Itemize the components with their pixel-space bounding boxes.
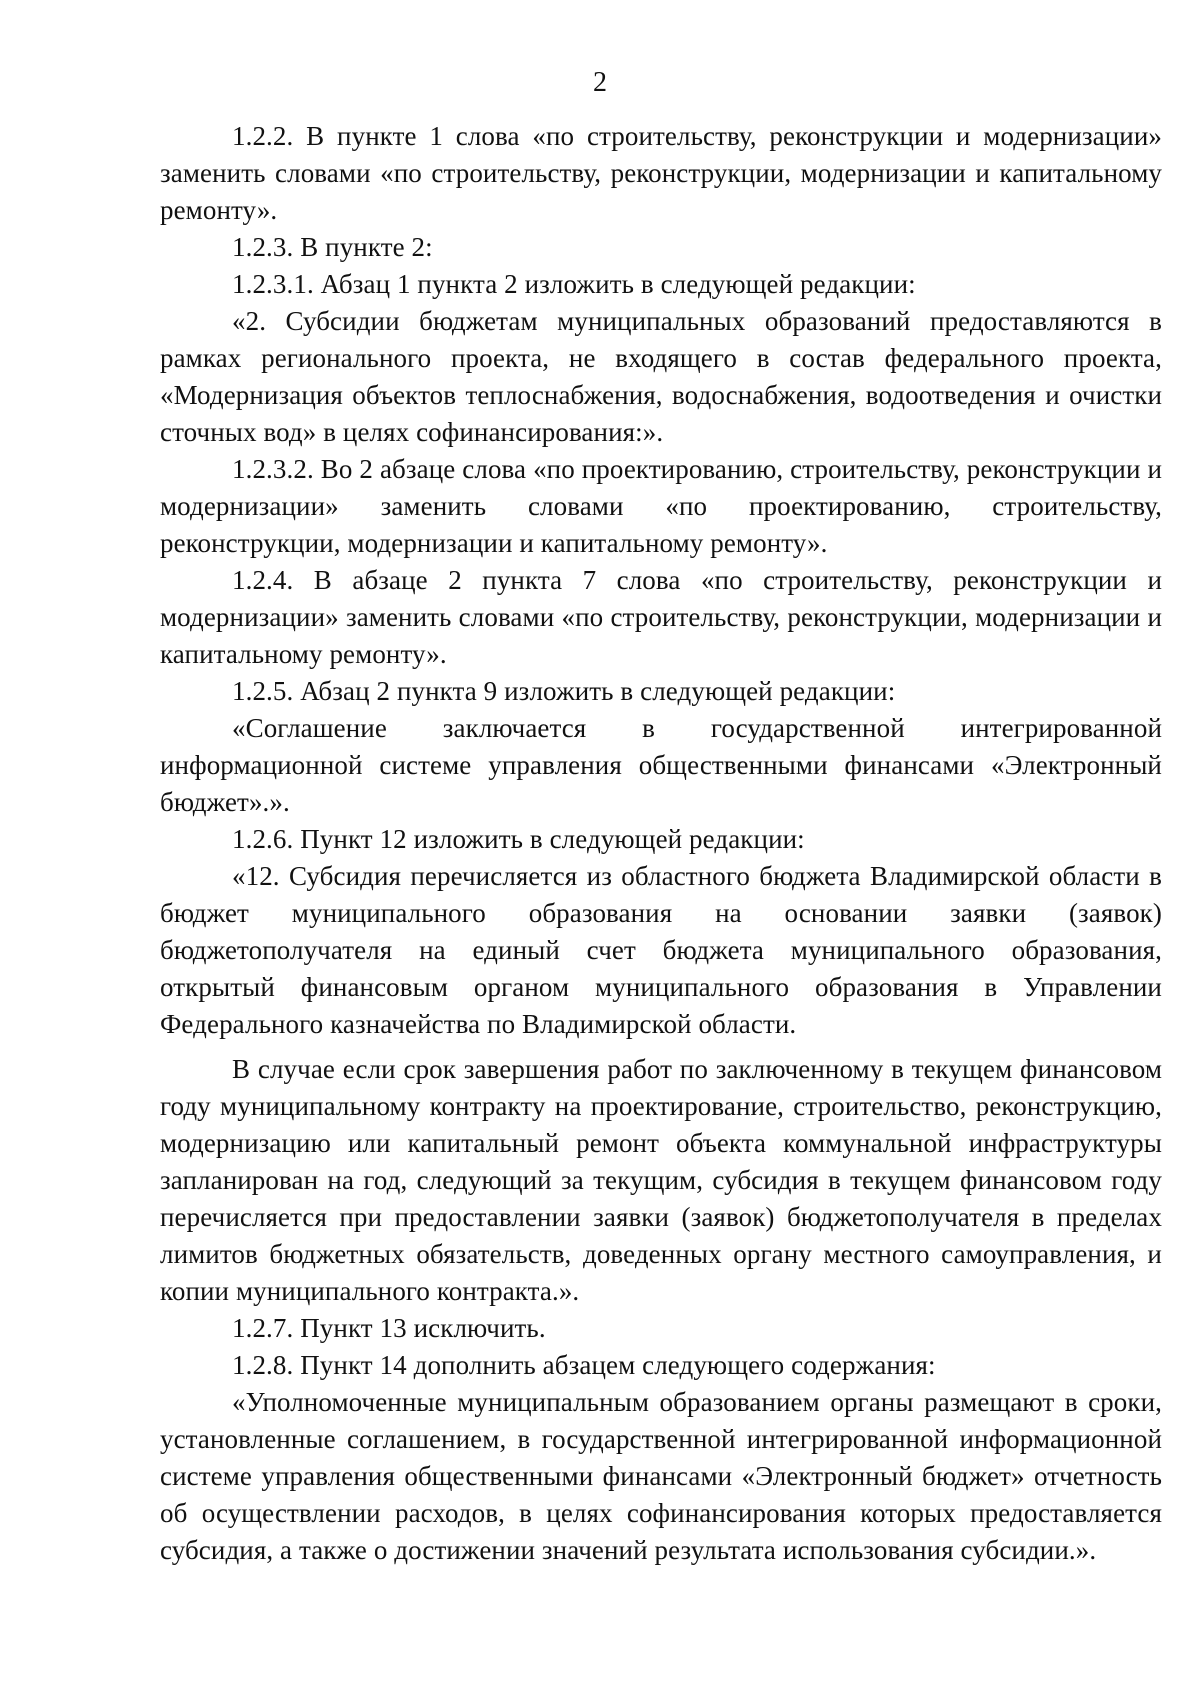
- paragraph-contract-deadline: В случае если срок завершения работ по заключенному в текущем финансовом году муниципальному контракту на проектирование, строительство, реконструкцию, модернизацию или капитальный ремонт объекта коммунальной инфраструктуры запланирован на год, следующий за текущим, субсидия в текущем финансовом году перечисляется при предоставлении заявки (заявок) бюджетополучателя в пределах лимитов бюджетных обязательств, доведенных органу местного самоуправления, и копии муниципального контракта.».: [160, 1054, 1162, 1306]
- paragraph-1-2-4: 1.2.4. В абзаце 2 пункта 7 слова «по строительству, реконструкции и модернизации» заменить словами «по строительству, реконструкции, модернизации и капитальному ремонту».: [160, 565, 1162, 669]
- paragraph-1-2-6: 1.2.6. Пункт 12 изложить в следующей редакции:: [232, 824, 805, 854]
- paragraph-1-2-8: 1.2.8. Пункт 14 дополнить абзацем следующего содержания:: [232, 1350, 936, 1380]
- paragraph-1-2-7: 1.2.7. Пункт 13 исключить.: [232, 1313, 546, 1343]
- quoted-paragraph-authorized-bodies: «Уполномоченные муниципальным образованием органы размещают в сроки, установленные соглашением, в государственной интегрированной информационной системе управления общественными финансами «Электронный бюджет» отчетность об осуществлении расходов, в целях софинансирования которых предоставляется субсидия, а также о достижении значений результата использования субсидии.».: [160, 1387, 1162, 1565]
- paragraph-1-2-3-2: 1.2.3.2. Во 2 абзаце слова «по проектированию, строительству, реконструкции и модернизации» заменить словами «по проектированию, строительству, реконструкции, модернизации и капитальному ремонту».: [160, 454, 1162, 558]
- page-number: 2: [593, 67, 607, 98]
- paragraph-1-2-3: 1.2.3. В пункте 2:: [232, 232, 433, 262]
- paragraph-1-2-5: 1.2.5. Абзац 2 пункта 9 изложить в следующей редакции:: [232, 676, 896, 706]
- quoted-paragraph-agreement: «Соглашение заключается в государственной интегрированной информационной системе управления общественными финансами «Электронный бюджет».».: [160, 713, 1162, 817]
- quoted-paragraph-12: «12. Субсидия перечисляется из областного бюджета Владимирской области в бюджет муниципального образования на основании заявки (заявок) бюджетополучателя на единый счет бюджета муниципального образования, открытый финансовым органом муниципального образования в Управлении Федерального казначейства по Владимирской области.: [160, 861, 1162, 1039]
- paragraph-1-2-2: 1.2.2. В пункте 1 слова «по строительству, реконструкции и модернизации» заменить словами «по строительству, реконструкции, модернизации и капитальному ремонту».: [160, 121, 1162, 225]
- document-body: [160, 118, 1162, 1569]
- quoted-paragraph-subsidies: «2. Субсидии бюджетам муниципальных образований предоставляются в рамках регионального проекта, не входящего в состав федерального проекта, «Модернизация объектов теплоснабжения, водоснабжения, водоотведения и очистки сточных вод» в целях софинансирования:».: [160, 306, 1162, 447]
- paragraph-1-2-3-1: 1.2.3.1. Абзац 1 пункта 2 изложить в следующей редакции:: [232, 269, 916, 299]
